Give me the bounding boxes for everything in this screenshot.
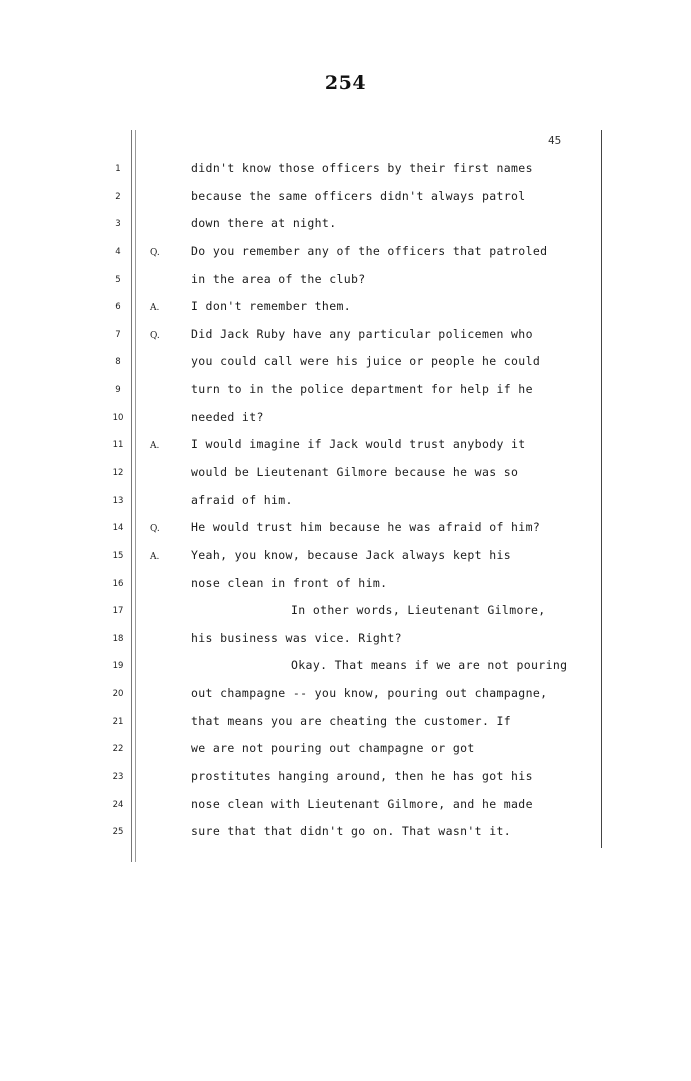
transcript-line: turn to in the police department for help if he <box>191 382 533 396</box>
transcript-line: down there at night. <box>191 216 337 230</box>
left-margin-rule <box>131 130 133 862</box>
line-number: 16 <box>112 579 124 589</box>
transcript-line: nose clean with Lieutenant Gilmore, and he made <box>191 797 533 811</box>
line-number: 6 <box>115 302 121 312</box>
line-number: 20 <box>112 689 124 699</box>
line-number: 3 <box>115 219 121 229</box>
transcript-line: nose clean in front of him. <box>191 576 388 590</box>
transcript-line: his business was vice. Right? <box>191 631 402 645</box>
line-number: 15 <box>112 551 124 561</box>
transcript-line: needed it? <box>191 410 264 424</box>
line-number: 24 <box>112 800 124 810</box>
speaker-label: Q. <box>150 248 160 258</box>
speaker-label: A. <box>150 552 160 562</box>
transcript-line: out champagne -- you know, pouring out champagne, <box>191 686 548 700</box>
line-number: 22 <box>112 744 124 754</box>
transcript-line: Do you remember any of the officers that patroled <box>191 244 548 258</box>
line-number: 12 <box>112 468 124 478</box>
line-number: 10 <box>112 413 124 423</box>
line-number: 25 <box>112 827 124 837</box>
transcript-line: didn't know those officers by their first names <box>191 161 533 175</box>
line-number: 9 <box>115 385 121 395</box>
transcript-line: prostitutes hanging around, then he has got his <box>191 769 533 783</box>
speaker-label: Q. <box>150 331 160 341</box>
line-number: 8 <box>115 357 121 367</box>
transcript-line: Did Jack Ruby have any particular policemen who <box>191 327 533 341</box>
line-number: 11 <box>112 440 124 450</box>
line-number: 18 <box>112 634 124 644</box>
transcript-line: because the same officers didn't always patrol <box>191 189 526 203</box>
speaker-label: A. <box>150 303 160 313</box>
right-margin-rule <box>601 130 603 848</box>
transcript-line: I don't remember them. <box>191 299 352 313</box>
transcript-line: sure that that didn't go on. That wasn't it. <box>191 824 512 838</box>
speaker-label: Q. <box>150 524 160 534</box>
transcript-line: would be Lieutenant Gilmore because he was so <box>191 465 519 479</box>
line-number: 19 <box>112 661 124 671</box>
transcript-line: you could call were his juice or people he could <box>191 354 541 368</box>
line-number: 1 <box>115 164 121 174</box>
line-number: 13 <box>112 496 124 506</box>
line-number: 2 <box>115 192 121 202</box>
transcript-line: we are not pouring out champagne or got <box>191 741 475 755</box>
transcript-line: Okay. That means if we are not pouring <box>291 658 568 672</box>
transcript-line: I would imagine if Jack would trust anybody it <box>191 437 526 451</box>
line-number: 17 <box>112 606 124 616</box>
speaker-label: A. <box>150 441 160 451</box>
page-number: 254 <box>324 72 367 94</box>
line-number: 23 <box>112 772 124 782</box>
transcript-line: in the area of the club? <box>191 272 366 286</box>
line-number: 5 <box>115 275 121 285</box>
transcript-line: Yeah, you know, because Jack always kept his <box>191 548 512 562</box>
line-number: 7 <box>115 330 121 340</box>
sheet-number: 45 <box>548 134 562 147</box>
line-number: 21 <box>112 717 124 727</box>
transcript-line: that means you are cheating the customer. If <box>191 714 512 728</box>
line-number: 14 <box>112 523 124 533</box>
transcript-line: He would trust him because he was afraid of him? <box>191 520 541 534</box>
transcript-line: In other words, Lieutenant Gilmore, <box>291 603 546 617</box>
transcript-line: afraid of him. <box>191 493 293 507</box>
left-margin-rule-inner <box>135 130 137 862</box>
line-number: 4 <box>115 247 121 257</box>
